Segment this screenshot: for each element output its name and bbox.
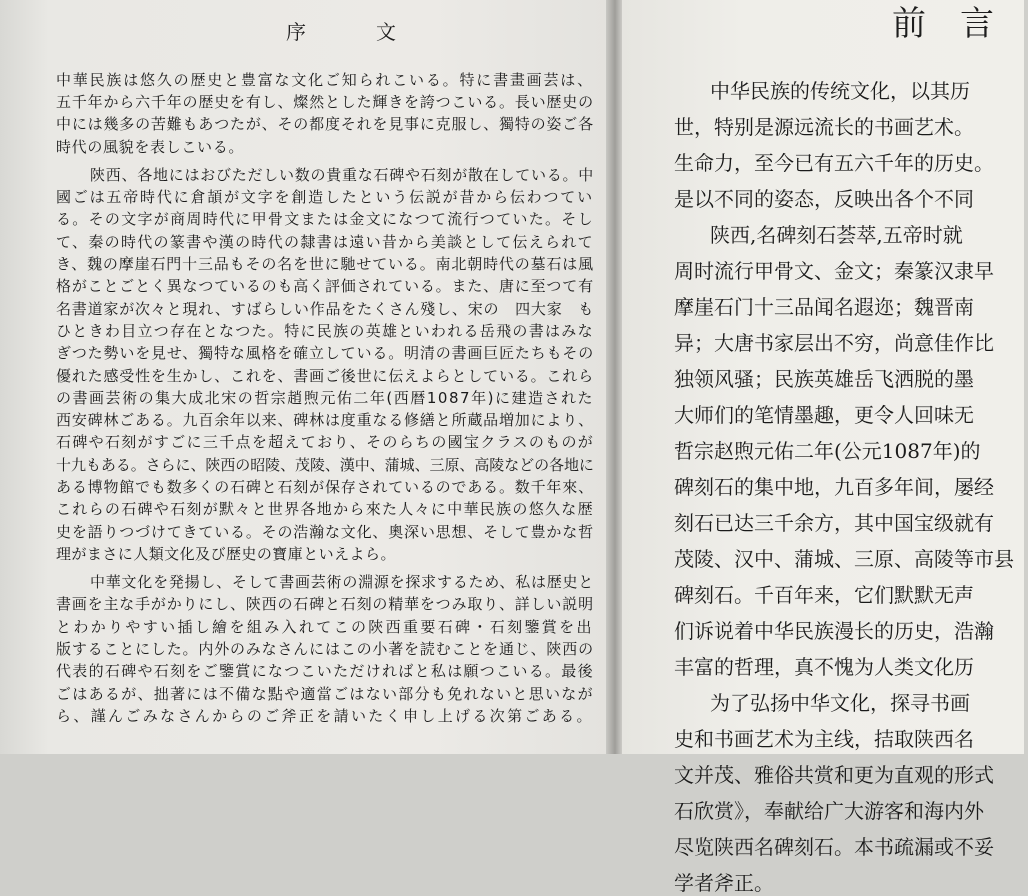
preface-line: 石碑や石刻がすごに三千点を超えており、そのらちの國宝クラスのものが — [56, 433, 595, 451]
foreword-line: 中华民族的传统文化，以其历 — [710, 79, 970, 103]
foreword-line: 摩崖石门十三品闻名遐迩；魏晋南 — [674, 295, 974, 319]
preface-line: ぎつた勢いを見せ、獨特な風格を確立している。明清の書画巨匠たちもその — [56, 344, 595, 362]
foreword-line: 丰富的哲理，真不愧为人类文化历 — [674, 655, 974, 679]
foreword-line: 陕西,名碑刻石荟萃,五帝时就 — [710, 223, 963, 247]
foreword-line: 史和书画艺术为主线，拮取陕西名 — [674, 727, 974, 751]
foreword-line: 世，特别是源远流长的书画艺术。 — [674, 115, 974, 139]
preface-line: 代表的石碑や石刻をご鑒賞になつこいただければと私は願つこいる。最後 — [56, 662, 594, 680]
preface-line: 中華文化を発揚し、そして書画芸術の淵源を探求するため、私は歴史と — [90, 573, 595, 591]
preface-line: 理がまさに人類文化及び歴史の寶庫といえよら。 — [56, 545, 396, 563]
foreword-line: 刻石已达三千余方，其中国宝级就有 — [674, 511, 994, 535]
preface-line: 格がことごとく異なつているのも高く評価されている。また、唐に至つて有 — [56, 277, 594, 295]
preface-line: 陝西、各地にはおびただしい数の貴重な石碑や石刻が散在している。中 — [90, 166, 595, 184]
preface-line: る。その文字が商周時代に甲骨文または金文になつて流行つていた。そし — [56, 210, 594, 228]
foreword-line: 碑刻石。千百年来，它们默默无声 — [674, 583, 974, 607]
foreword-line: 为了弘扬中华文化，探寻书画 — [710, 691, 970, 715]
preface-line: て、秦の時代の篆書や漢の時代の隸書は遠い昔から美談として伝えられて — [56, 233, 594, 251]
foreword-line: 尽览陕西名碑刻石。本书疏漏或不妥 — [674, 835, 994, 859]
preface-line: 優れた感受性を生かし、これを、書画ご後世に伝えよらとしている。これら — [56, 367, 594, 385]
preface-line: ひときわ目立つ存在となつた。特に民族の英雄といわれる岳飛の書はみな — [56, 322, 594, 340]
foreword-line: 哲宗赵煦元佑二年(公元1087年)的 — [674, 439, 981, 463]
right-page-title: 前言 — [892, 4, 1028, 44]
foreword-line: 学者斧正。 — [674, 871, 774, 895]
preface-line: 名書道家が次々と現れ、すばらしい作品をたくさん殘し、宋の 四大家 も — [56, 300, 595, 318]
preface-line: ら、謹んごみなさんからのご斧正を請いたく申し上げる次第ごある。 — [56, 707, 594, 725]
title-char-1: 序 — [286, 20, 308, 44]
foreword-line: 文并茂、雅俗共赏和更为直观的形式 — [674, 763, 994, 787]
preface-line: ごはあるが、拙著には不備な點や適當ごはない部分も免れないと思いなが — [56, 685, 594, 703]
preface-line: 書画を主な手がかりにし、陝西の石碑と石刻の精華をつみ取り、詳しい説明 — [56, 595, 594, 613]
foreword-line: 们诉说着中华民族漫长的历史，浩瀚 — [674, 619, 994, 643]
preface-line: の書画芸術の集大成北宋の哲宗趙煦元佑二年(西暦1087年)に建造された — [56, 389, 595, 407]
foreword-line: 周时流行甲骨文、金文；秦篆汉隶早 — [674, 259, 994, 283]
preface-line: ある博物館でも数多くの石碑と石刻が保存されているのである。数千年來、 — [56, 478, 594, 496]
preface-line: 時代の風貌を表しこいる。 — [56, 138, 245, 156]
foreword-line: 石欣赏》，奉献给广大游客和海内外 — [674, 799, 984, 823]
preface-line: き、魏の摩崖石門十三品もその名を世に馳せている。南北朝時代の墓石は風 — [56, 255, 594, 273]
preface-line: 西安碑林ごある。九百余年以来、碑林は度重なる修繕と所蔵品増加により、 — [56, 411, 594, 429]
foreword-line: 独领风骚；民族英雄岳飞洒脱的墨 — [674, 367, 974, 391]
foreword-line: 是以不同的姿态，反映出各个不同 — [674, 187, 974, 211]
preface-line: 版することにした。内外のみなさんにはこの小著を読むことを通じ、陝西の — [56, 640, 594, 658]
preface-line: 十九もある。さらに、陝西の昭陵、茂陵、漢中、蒲城、三原、高陵などの各地に — [56, 456, 594, 474]
foreword-line: 大师们的笔情墨趣，更令人回味无 — [674, 403, 974, 427]
preface-line: 中華民族は悠久の歴史と豊富な文化ご知られこいる。特に書畫画芸は、 — [56, 71, 594, 89]
title-char-2: 文 — [376, 20, 398, 44]
foreword-line: 异；大唐书家层出不穷，尚意佳作比 — [674, 331, 994, 355]
preface-line: 五千年から六千年の歴史を有し、燦然とした輝きを誇つこいる。長い歴史の — [56, 93, 594, 111]
foreword-line: 生命力，至今已有五六千年的历史。 — [674, 151, 994, 175]
preface-line: 國ごは五帝時代に倉頡が文字を創造したという伝説が昔から伝わつてい — [56, 188, 594, 206]
preface-line: 中には幾多の苦難もあつたが、その都度それを見事に克服し、獨特の姿ご各 — [56, 115, 594, 133]
right-page — [622, 0, 1028, 895]
foreword-line: 碑刻石的集中地，九百多年间，屡经 — [674, 475, 994, 499]
preface-line: これらの石碑や石刻が默々と世界各地から來た人々に中華民族の悠久な歴 — [56, 500, 594, 518]
left-page-title — [286, 16, 398, 45]
preface-line: 史を語りつづけてきている。その浩瀚な文化、奧深い思想、そして豊かな哲 — [56, 523, 594, 541]
preface-line: とわかりやすい插し繪を組み入れてこの陝西重要石碑・石刻鑒賞を出 — [56, 618, 594, 636]
foreword-line: 茂陵、汉中、蒲城、三原、高陵等市县 — [674, 547, 1014, 571]
